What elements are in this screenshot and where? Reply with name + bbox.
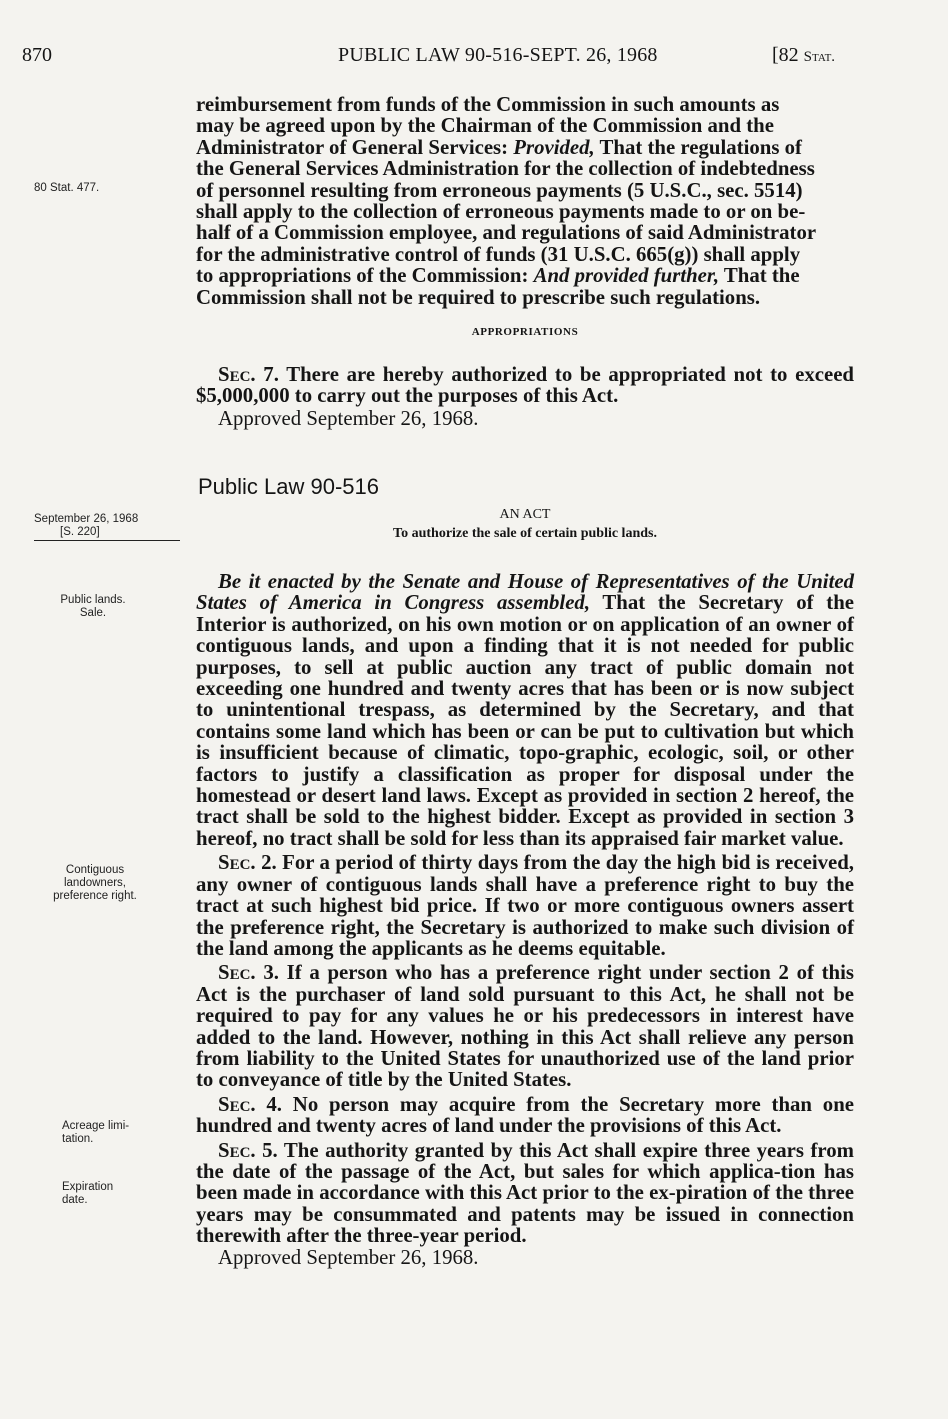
italic-proviso: Provided, <box>513 135 595 159</box>
margin-note-expiration <box>62 1181 212 1207</box>
running-header: PUBLIC LAW 90-516-SEPT. 26, 1968 <box>338 44 658 66</box>
text-run: That the <box>723 264 800 288</box>
law-title: Public Law 90-516 <box>198 474 380 499</box>
act-subtitle: To authorize the sale of certain public lands. <box>393 526 657 541</box>
enacting-text: That the Secretary of the Interior is authorized, on his own motion or on application of an owner of contiguous lands, and upon a finding that it is not needed for public purposes, to sell at public auction any tract of public domain not exceeding one hundred and twenty acres that has been or is now subject to unintentional trespass, as determined by the Secretary, and that contains some land which has been or can be put to cultivation but which is insufficient because of climatic, topo-graphic, ecologic, soil, or other factors to justify a classification as proper for disposal under the homestead or desert land laws. Except as provided in section 2 hereof, the tract shall be sold to the highest bidder. Except as provided in section 3 hereof, no tract shall be sold for less than its appraised fair market value. <box>196 591 855 850</box>
note-line: date. <box>62 1194 88 1206</box>
approval-line <box>196 408 854 429</box>
approved-text: Approved September 26, 1968. <box>218 407 479 430</box>
note-line: Public lands. <box>60 594 126 606</box>
section-label: Sec. <box>218 961 256 985</box>
margin-note-bill: [S. 220] <box>60 526 100 538</box>
section-label: Sec. <box>218 1138 256 1162</box>
text-line: Commission shall not be required to prescribe such regulations. <box>196 285 761 309</box>
section-4 <box>196 1094 854 1137</box>
text-line: half of a Commission employee, and regulations of said Administrator <box>196 221 817 245</box>
section-label: Sec. <box>218 1092 256 1116</box>
enacting-italic: Be it enacted by the Senate and House of Representatives of the United States of America in Congress assembled, <box>196 570 854 615</box>
section-2 <box>196 852 854 959</box>
text-line: shall apply to the collection of erroneous payments made to or on be- <box>196 200 806 224</box>
text-run: to appropriations of the Commission: <box>196 264 529 288</box>
margin-note-public-lands <box>28 594 158 620</box>
section-text: 3. If a person who has a preference right under section 2 of this Act is the purchaser of land sold pursuant to this Act, he shall not be required to pay for any values he or his predecessors in interest have added to the land. However, nothing in this Act shall relieve any person from liability to the United States for unauthorized use of the land prior to conveyance of title by the United States. <box>196 961 854 1092</box>
section-heading: APPROPRIATIONS <box>471 326 579 338</box>
margin-note-stat: 80 Stat. 477. <box>34 182 100 194</box>
approved-text: Approved September 26, 1968. <box>218 1245 479 1269</box>
note-line: landowners, <box>63 877 126 889</box>
section-7 <box>196 364 854 407</box>
stat-abbrev: Stat. <box>803 49 836 65</box>
section-3 <box>196 962 854 1090</box>
text-line: for the administrative control of funds (31 U.S.C. 665(g)) shall apply <box>196 242 801 266</box>
margin-note-acreage <box>62 1120 212 1146</box>
section-text: 2. For a period of thirty days from the day the high bid is received, any owner of contiguous lands shall have a preference right to buy the tract at such highest bid price. If two or more contiguous owners assert the preference right, the Secretary is authorized to make such division of the land among the applicants as he deems equitable. <box>196 851 854 960</box>
section-text: 5. The authority granted by this Act shall expire three years from the date of the passage of the Act, but sales for which applica-tion has been made in accordance with this Act prior to the ex-piration of the three years may be consummated and patents may be issued in connection therewith after the three-year period. <box>196 1138 854 1248</box>
volume-number: [82 <box>772 44 799 66</box>
note-line: Acreage limi- <box>62 1120 130 1132</box>
note-line: tation. <box>62 1133 94 1145</box>
text-line <box>196 265 854 286</box>
page-number: 870 <box>22 44 52 66</box>
text-line: of personnel resulting from erroneous payments (5 U.S.C., sec. 5514) <box>196 178 803 202</box>
continuation-text <box>196 94 854 308</box>
margin-rule <box>34 540 180 541</box>
note-line: Contiguous <box>65 864 125 876</box>
note-line: Sale. <box>79 607 107 619</box>
section-5 <box>196 1140 854 1247</box>
margin-note-date: September 26, 1968 <box>34 513 139 525</box>
statute-reference-header <box>772 44 835 67</box>
enacting-clause <box>196 571 854 849</box>
act-body <box>196 571 854 1268</box>
section-label: Sec. <box>218 851 256 875</box>
an-act-label: AN ACT <box>499 507 551 522</box>
section-text: 4. No person may acquire from the Secretary more than one hundred and twenty acres of land under the provisions of this Act. <box>196 1092 854 1138</box>
text-line <box>196 137 854 158</box>
margin-note-contiguous <box>30 864 160 903</box>
italic-proviso: And provided further, <box>533 264 720 288</box>
note-line: Expiration <box>62 1181 114 1193</box>
note-line: preference right. <box>53 890 137 902</box>
text-line: the General Services Administration for the collection of indebtedness <box>196 157 815 181</box>
text-line: reimbursement from funds of the Commission in such amounts as <box>196 93 780 116</box>
text-run: Administrator of General Services: <box>196 135 509 159</box>
text-line: may be agreed upon by the Chairman of the Commission and the <box>196 114 774 138</box>
section-label: Sec. <box>218 363 256 386</box>
text-run: That the regulations of <box>599 135 802 159</box>
section-text: 7. There are hereby authorized to be appropriated not to exceed $5,000,000 to carry out the purposes of this Act. <box>196 363 854 408</box>
